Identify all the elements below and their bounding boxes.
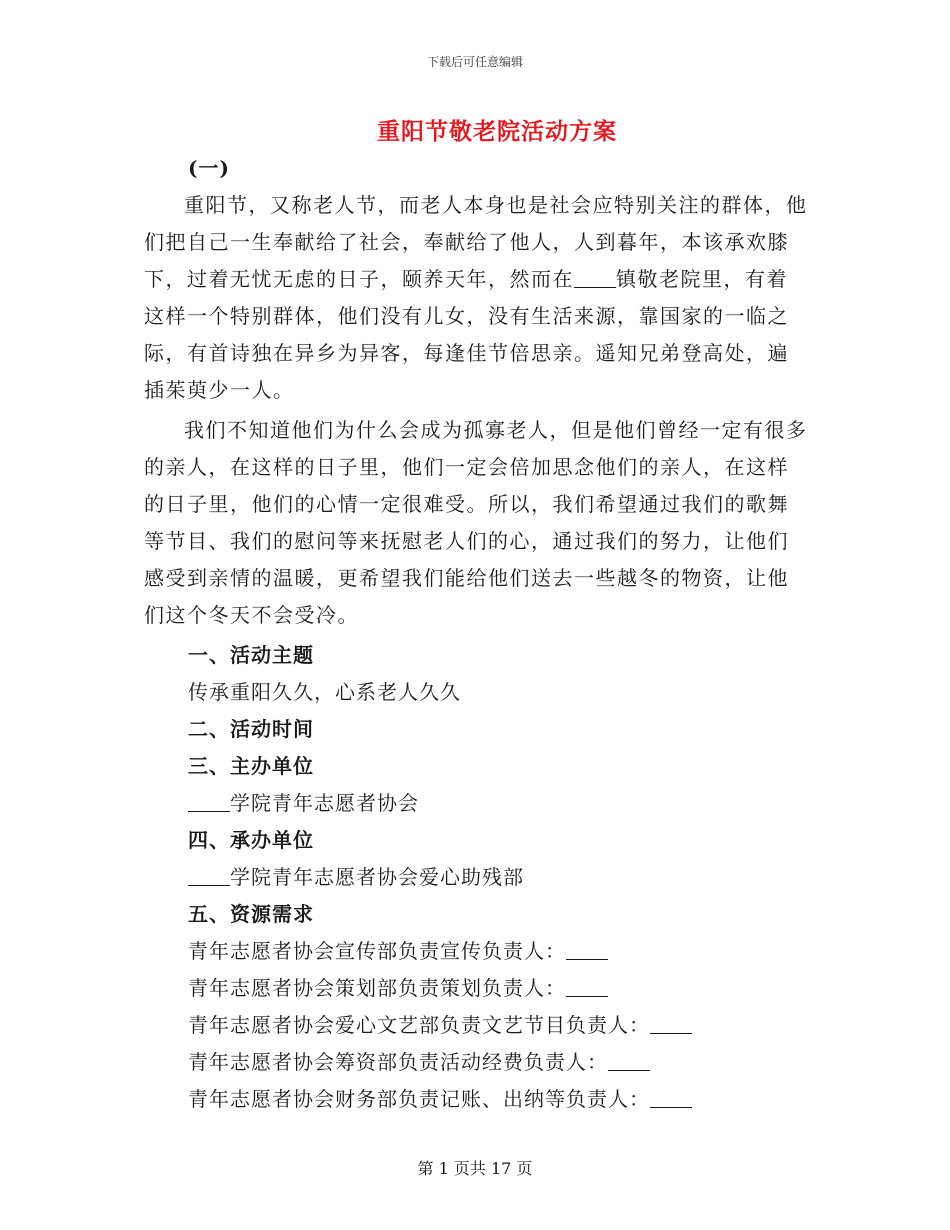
heading-resources: 五、资源需求 bbox=[188, 902, 314, 926]
fill-in-blank bbox=[566, 974, 608, 997]
fill-in-blank bbox=[608, 1048, 650, 1071]
resource-item-label: 青年志愿者协会爱心文艺部负责文艺节目负责人： bbox=[188, 1013, 650, 1037]
resource-item bbox=[144, 1081, 809, 1118]
fill-in-blank bbox=[188, 789, 230, 812]
fill-in-blank bbox=[566, 937, 608, 960]
document-body bbox=[144, 150, 809, 1118]
page-footer: 第 1 页共 17 页 bbox=[417, 1159, 533, 1178]
text-theme: 传承重阳久久，心系老人久久 bbox=[188, 680, 461, 704]
heading-organizer: 四、承办单位 bbox=[188, 828, 314, 852]
text-host bbox=[144, 785, 809, 822]
heading-time: 二、活动时间 bbox=[188, 717, 314, 741]
resource-item bbox=[144, 933, 809, 970]
resource-item-label: 青年志愿者协会财务部负责记账、出纳等负责人： bbox=[188, 1087, 650, 1111]
fill-in-blank bbox=[188, 863, 230, 886]
host-name: 学院青年志愿者协会 bbox=[230, 791, 419, 815]
fill-in-blank bbox=[650, 1011, 692, 1034]
paragraph-purpose: 我们不知道他们为什么会成为孤寡老人，但是他们曾经一定有很多的亲人，在这样的日子里，他们一定会倍加思念他们的亲人，在这样的日子里，他们的心情一定很难受。所以，我们希望通过我们的歌舞等节目、我们的慰问等来抚慰老人们的心，通过我们的努力，让他们感受到亲情的温暖，更希望我们能给他们送去一些越冬的物资，让他们这个冬天不会受冷。 bbox=[144, 418, 808, 627]
resource-item bbox=[144, 970, 809, 1007]
heading-theme: 一、活动主题 bbox=[188, 643, 314, 667]
resource-item-label: 青年志愿者协会宣传部负责宣传负责人： bbox=[188, 939, 566, 963]
document-title: 重阳节敬老院活动方案 bbox=[377, 118, 617, 145]
fill-in-blank bbox=[650, 1085, 692, 1108]
paragraph-intro bbox=[144, 187, 809, 409]
paragraph-intro-part-1: 重阳节，又称老人节，而老人本身也是社会应特别关注的群体，他们把自己一生奉献给了社会，奉献给了他人，人到暮年，本该承欢膝下，过着无忧无虑的日子，颐养天年，然而在 bbox=[144, 193, 808, 291]
fill-in-blank bbox=[574, 265, 616, 288]
resource-item bbox=[144, 1007, 809, 1044]
organizer-name: 学院青年志愿者协会爱心助残部 bbox=[230, 865, 524, 889]
paragraph-intro-part-2: 镇敬老院里，有着这样一个特别群体，他们没有儿女，没有生活来源，靠国家的一临之际，有首诗独在异乡为异客，每逢佳节倍思亲。遥知兄弟登高处，遍插茱萸少一人。 bbox=[144, 267, 789, 402]
text-organizer bbox=[144, 859, 809, 896]
header-note: 下载后可任意编辑 bbox=[426, 55, 523, 69]
section-marker: (一) bbox=[188, 156, 230, 180]
heading-host: 三、主办单位 bbox=[188, 754, 314, 778]
resource-item bbox=[144, 1044, 809, 1081]
resource-item-label: 青年志愿者协会策划部负责策划负责人： bbox=[188, 976, 566, 1000]
resource-item-label: 青年志愿者协会筹资部负责活动经费负责人： bbox=[188, 1050, 608, 1074]
